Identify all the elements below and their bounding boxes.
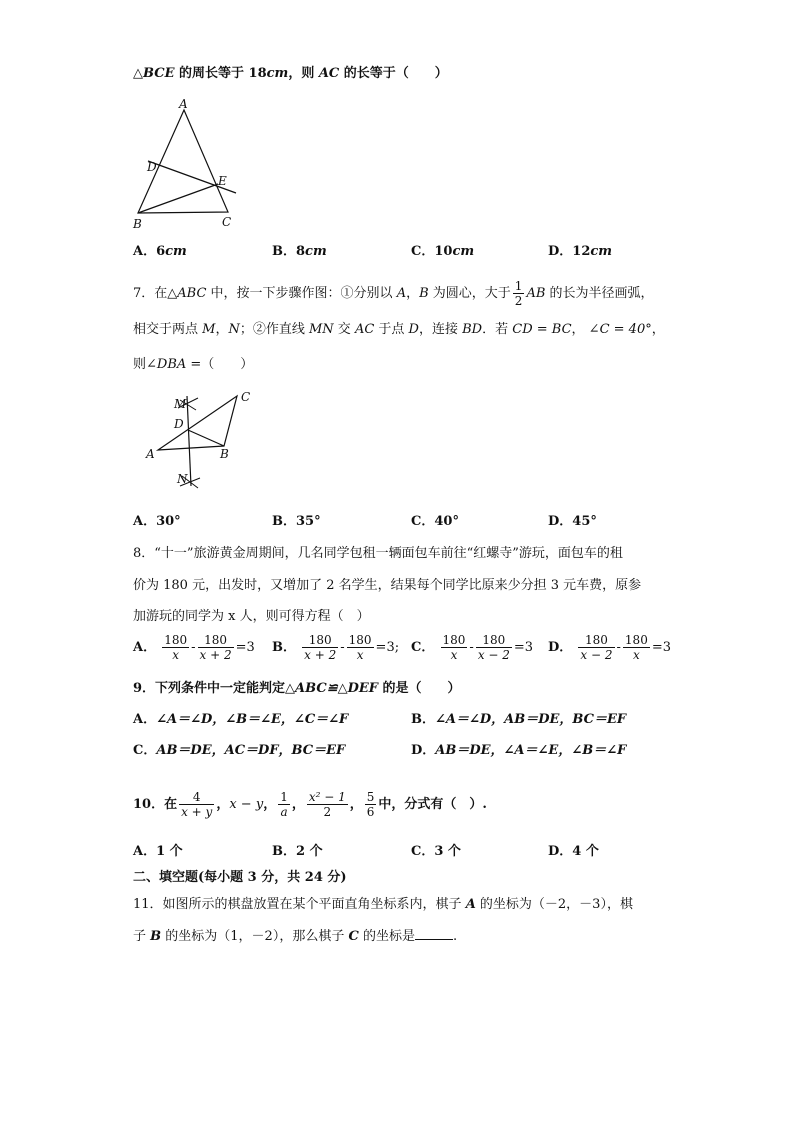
- option-letter: D．: [548, 244, 573, 259]
- q10-expr-5: [365, 790, 377, 819]
- q8-stem-line1: 8．“十一”旅游黄金周期间，几名同学包租一辆面包车前往“红螺寺”游玩，面包车的租: [133, 546, 623, 561]
- q6-option-d[interactable]: [548, 242, 612, 262]
- fraction-numerator: 180: [482, 633, 506, 647]
- triangle-abc: [158, 396, 237, 450]
- option-value: 6: [156, 244, 166, 259]
- option-value: 12: [572, 244, 591, 259]
- q11-text: A: [465, 897, 476, 912]
- q6-stem-part: 的周长等于 18: [174, 66, 267, 81]
- q7-stem-line2: [133, 320, 665, 340]
- q7-text: ，: [215, 322, 229, 337]
- option-letter: C．: [411, 244, 435, 259]
- segment-be: [138, 184, 218, 213]
- fraction-denominator: x + y: [181, 805, 213, 819]
- q10-stem: [133, 790, 487, 819]
- separator: ，: [263, 797, 277, 812]
- option-value: 1 个: [156, 844, 183, 859]
- option-letter: A．: [133, 514, 157, 529]
- option-letter: C．: [411, 844, 435, 859]
- fraction: [578, 633, 614, 662]
- equation-tail: =3;: [375, 640, 400, 655]
- q6-option-b[interactable]: [272, 242, 327, 262]
- option-text: AB＝DE，∠A＝∠E，∠B＝∠F: [435, 743, 627, 758]
- q7-text: ∠DBA: [146, 357, 187, 372]
- option-value: 4 个: [572, 844, 599, 859]
- q7-text: △ABC: [167, 286, 207, 301]
- q7-text: AB: [526, 286, 546, 301]
- minus-sign: -: [191, 640, 196, 655]
- q7-text: 为圆心，大于: [428, 286, 511, 301]
- fraction-denominator: x − 2: [477, 648, 510, 662]
- option-text: ∠A＝∠D，∠B＝∠E，∠C＝∠F: [156, 712, 349, 727]
- fraction-numerator: x² − 1: [308, 790, 346, 804]
- fraction-numerator: 180: [442, 633, 466, 647]
- q7-text: MN: [308, 322, 334, 337]
- fraction-denominator: 6: [366, 805, 375, 819]
- q7-text: CD = BC: [512, 322, 572, 337]
- fraction-numerator: 180: [585, 633, 608, 647]
- q6-option-a[interactable]: [133, 242, 187, 262]
- q7-text: 则: [133, 357, 147, 372]
- option-letter: C．: [411, 514, 435, 529]
- q11-text: 的坐标为（1，－2），那么棋子: [161, 929, 349, 944]
- fraction-numerator: 180: [204, 633, 228, 647]
- option-value: 10: [434, 244, 453, 259]
- fraction-denominator: x: [347, 647, 374, 662]
- q7-text: 相交于两点: [133, 322, 203, 337]
- q9-stem: [133, 679, 461, 699]
- fraction-denominator: x: [162, 647, 189, 662]
- q10-option-b[interactable]: [272, 842, 323, 862]
- option-letter: D．: [548, 514, 573, 529]
- fraction-numerator: 5: [366, 790, 375, 804]
- equation-tail: =3: [513, 640, 534, 655]
- fraction-denominator: x − 2: [580, 648, 613, 662]
- option-unit: cm: [452, 244, 475, 259]
- q7-text: ，连接: [418, 322, 463, 337]
- q8-option-b[interactable]: [272, 633, 399, 662]
- fraction-numerator: 4: [192, 790, 201, 804]
- separator: ，: [291, 797, 305, 812]
- option-value: 30°: [156, 514, 181, 529]
- q10-expr-2: x − y: [229, 797, 264, 812]
- option-value: 3 个: [434, 844, 461, 859]
- section-title: 二、填空题(每小题 3 分，共 24 分): [133, 870, 347, 885]
- q8-stem-line2: 价为 180 元，出发时，又增加了 2 名学生，结果每个同学比原来少分担 3 元车费，原参: [133, 578, 642, 593]
- option-letter: B．: [411, 712, 435, 727]
- q7-text: A: [396, 286, 407, 301]
- equation-tail: =3: [651, 640, 671, 655]
- option-letter: B．: [272, 844, 296, 859]
- q7-option-a[interactable]: [133, 512, 181, 532]
- fraction-numerator: 180: [624, 633, 648, 647]
- fraction: [302, 633, 338, 662]
- q11-text: 的坐标为（－2，－3），棋: [475, 897, 633, 912]
- q8-option-a[interactable]: [133, 633, 255, 662]
- q9-text: △ABC≌△DEF: [285, 681, 379, 696]
- q7-text: ∠C = 40°: [588, 322, 652, 337]
- fraction-denominator: x: [441, 647, 468, 662]
- segment-bd: [188, 430, 224, 446]
- q11-text: 的坐标是: [358, 929, 415, 944]
- fraction-denominator: x + 2: [304, 648, 337, 662]
- q6-stem-part: cm: [266, 66, 289, 81]
- option-value: 2 个: [296, 844, 323, 859]
- q10-expr-4: [307, 790, 348, 819]
- q7-stem-line3: [133, 355, 253, 375]
- q9-text: 的是（ ）: [378, 681, 461, 696]
- option-letter: A．: [133, 244, 157, 259]
- q11-stem-line1: [133, 895, 633, 915]
- fraction-numerator: 180: [348, 633, 372, 647]
- q8-stem-line3: 加游玩的同学为 x 人，则可得方程（ ）: [133, 609, 370, 624]
- q6-stem-part: BCE: [143, 66, 175, 81]
- q11-text: C: [348, 929, 359, 944]
- q6-stem-part: 的长等于（ ）: [339, 66, 448, 81]
- minus-sign: -: [340, 640, 345, 655]
- q9-option-c[interactable]: [133, 741, 345, 761]
- option-unit: cm: [305, 244, 327, 259]
- option-letter: C．: [133, 743, 157, 758]
- q7-text: 中，按一下步骤作图：①分别以: [206, 286, 397, 301]
- label-d: D: [174, 417, 184, 431]
- option-letter: D．: [548, 844, 573, 859]
- fraction-numerator: 180: [164, 633, 188, 647]
- option-letter: B．: [272, 640, 296, 655]
- q11-text: .: [452, 929, 458, 944]
- option-value: 35°: [296, 514, 321, 529]
- q7-text: 交: [333, 322, 355, 337]
- q7-fraction-half: [513, 279, 525, 308]
- label-c: C: [241, 390, 251, 404]
- fraction: [347, 633, 374, 662]
- option-letter: A．: [133, 640, 157, 655]
- label-a: A: [146, 447, 155, 461]
- q8-option-d[interactable]: [548, 633, 671, 662]
- minus-sign: -: [469, 640, 474, 655]
- q9-text: 9．下列条件中一定能判定: [133, 681, 286, 696]
- q7-text: AC: [354, 322, 375, 337]
- q11-text: 子: [133, 929, 151, 944]
- q9-option-d[interactable]: [411, 741, 626, 761]
- q9-option-a[interactable]: [133, 710, 348, 730]
- equation-tail: =3: [235, 640, 255, 655]
- q7-stem-line1: [133, 279, 654, 308]
- q7-text: B: [419, 286, 429, 301]
- option-letter: C．: [411, 640, 435, 655]
- separator: ，: [349, 797, 363, 812]
- q11-stem-line2: [133, 927, 457, 947]
- q7-text: ，: [406, 286, 420, 301]
- fraction-numerator: 1: [514, 279, 523, 293]
- q6-triangle-figure: [128, 96, 248, 232]
- fraction-denominator: x + 2: [199, 648, 232, 662]
- option-letter: B．: [272, 514, 296, 529]
- line-mn: [187, 396, 191, 486]
- fraction: [162, 633, 189, 662]
- q10-option-d[interactable]: [548, 842, 599, 862]
- q10-text: 中，分式有（ ）.: [378, 797, 487, 812]
- q10-expr-3: [278, 790, 290, 819]
- q7-text: ；②作直线: [239, 322, 309, 337]
- fraction-numerator: 1: [280, 790, 288, 804]
- option-unit: cm: [165, 244, 187, 259]
- q10-option-a[interactable]: [133, 842, 183, 862]
- option-letter: A．: [133, 712, 157, 727]
- option-value: 45°: [572, 514, 597, 529]
- q7-text: 7．在: [133, 286, 168, 301]
- q7-text: ，: [651, 322, 665, 337]
- q10-option-c[interactable]: [411, 842, 461, 862]
- label-e: E: [218, 174, 227, 188]
- q7-text: ，: [571, 322, 589, 337]
- q7-text: M: [202, 322, 216, 337]
- fraction-numerator: 180: [308, 633, 332, 647]
- option-text: ∠A＝∠D，AB＝DE，BC＝EF: [435, 712, 627, 727]
- q6-stem-part: ，则: [288, 66, 319, 81]
- option-value: 8: [296, 244, 306, 259]
- q7-text: BD: [462, 322, 483, 337]
- q7-text: D: [408, 322, 419, 337]
- q7-text: 于点: [374, 322, 409, 337]
- option-unit: cm: [590, 244, 613, 259]
- q11-text: B: [150, 929, 162, 944]
- q7-option-b[interactable]: [272, 512, 321, 532]
- q7-construction-figure: [140, 386, 270, 498]
- label-b: B: [220, 447, 229, 461]
- minus-sign: -: [616, 640, 621, 655]
- label-m: M: [174, 397, 187, 411]
- q7-text: ．若: [482, 322, 513, 337]
- option-letter: A．: [133, 844, 157, 859]
- label-a: A: [179, 97, 188, 111]
- q6-stem-part: AC: [318, 66, 340, 81]
- q8-option-c[interactable]: [411, 633, 533, 662]
- q7-text: N: [228, 322, 240, 337]
- q7-text: 的长为半径画弧，: [545, 286, 654, 301]
- q6-stem-part: △: [133, 66, 143, 81]
- label-b: B: [133, 217, 142, 231]
- q9-option-b[interactable]: [411, 710, 626, 730]
- q11-text: 11．如图所示的棋盘放置在某个平面直角坐标系内，棋子: [133, 897, 466, 912]
- q7-text: =（ ）: [186, 357, 254, 372]
- q10-text: 10．在: [133, 797, 178, 812]
- label-d: D: [147, 160, 157, 174]
- fraction: [441, 633, 468, 662]
- q6-stem: [133, 64, 448, 84]
- separator: ，: [216, 797, 230, 812]
- fraction: [198, 633, 234, 662]
- option-text: AB＝DE，AC＝DF，BC＝EF: [156, 743, 346, 758]
- q7-option-d[interactable]: [548, 512, 597, 532]
- fraction: [476, 633, 512, 662]
- fraction-denominator: 2: [307, 804, 348, 819]
- label-n: N: [177, 472, 188, 486]
- label-c: C: [222, 215, 232, 229]
- option-letter: D．: [548, 640, 573, 655]
- fraction-denominator: x: [623, 647, 650, 662]
- q10-expr-1: [179, 790, 214, 819]
- option-letter: B．: [272, 244, 296, 259]
- fraction: [623, 633, 650, 662]
- q7-option-c[interactable]: [411, 512, 459, 532]
- option-letter: D．: [411, 743, 436, 758]
- fraction-denominator: 2: [514, 294, 523, 308]
- option-value: 40°: [434, 514, 459, 529]
- q6-option-c[interactable]: [411, 242, 474, 262]
- fraction-denominator: a: [278, 804, 290, 819]
- answer-blank[interactable]: [415, 927, 453, 940]
